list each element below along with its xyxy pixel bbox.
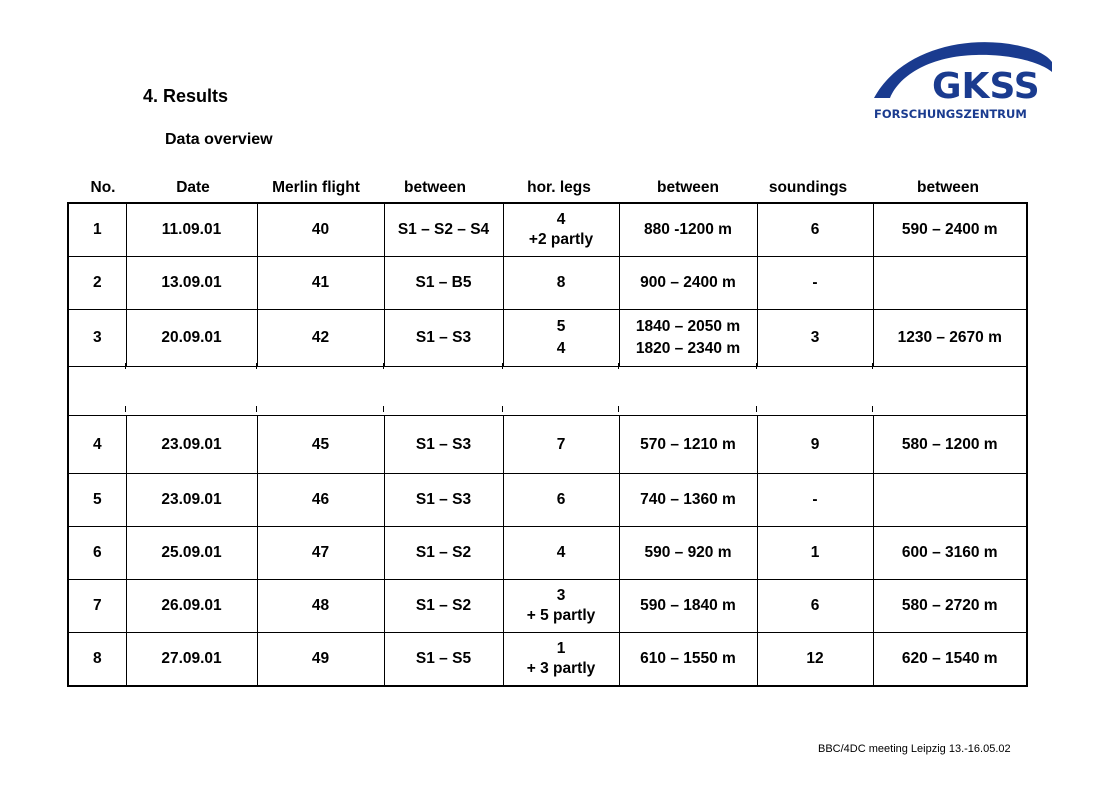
table-row bbox=[68, 633, 1027, 687]
cell-soundings: 1 bbox=[757, 527, 873, 580]
cell-sound-range: 1230 – 2670 m bbox=[873, 310, 1027, 367]
table-row bbox=[68, 527, 1027, 580]
table-row bbox=[68, 580, 1027, 633]
header-no: No. bbox=[90, 179, 116, 196]
cell-route: S1 – S3 bbox=[384, 416, 503, 474]
cell-legs: 3 + 5 partly bbox=[503, 580, 619, 633]
cell-no: 1 bbox=[68, 203, 126, 257]
cell-date: 11.09.01 bbox=[126, 203, 257, 257]
cell-flight: 45 bbox=[257, 416, 384, 474]
gkss-logo bbox=[870, 38, 1054, 122]
cell-sound-range: 620 – 1540 m bbox=[873, 633, 1027, 687]
header-hor-legs: hor. legs bbox=[527, 179, 591, 196]
gap-cell bbox=[68, 367, 1027, 416]
cell-route: S1 – S2 bbox=[384, 580, 503, 633]
cell-legs-range: 590 – 920 m bbox=[619, 527, 757, 580]
cell-soundings: - bbox=[757, 257, 873, 310]
footer-note: BBC/4DC meeting Leipzig 13.-16.05.02 bbox=[818, 743, 1011, 755]
header-between-soundings: between bbox=[916, 179, 980, 196]
cell-date: 20.09.01 bbox=[126, 310, 257, 367]
page-title: 4. Results bbox=[143, 86, 229, 106]
cell-date: 27.09.01 bbox=[126, 633, 257, 687]
cell-legs: 4 bbox=[503, 527, 619, 580]
logo-subtitle: FORSCHUNGSZENTRUM bbox=[874, 107, 1027, 121]
table-gap-row bbox=[68, 367, 1027, 416]
cell-flight: 46 bbox=[257, 474, 384, 527]
cell-flight: 47 bbox=[257, 527, 384, 580]
cell-legs-range: 570 – 1210 m bbox=[619, 416, 757, 474]
cell-legs-range: 610 – 1550 m bbox=[619, 633, 757, 687]
cell-route: S1 – S2 bbox=[384, 527, 503, 580]
cell-date: 13.09.01 bbox=[126, 257, 257, 310]
cell-no: 4 bbox=[68, 416, 126, 474]
cell-sound-range: 580 – 2720 m bbox=[873, 580, 1027, 633]
cell-no: 3 bbox=[68, 310, 126, 367]
cell-legs-range: 1840 – 2050 m 1820 – 2340 m bbox=[619, 310, 757, 367]
cell-legs: 7 bbox=[503, 416, 619, 474]
cell-route: S1 – B5 bbox=[384, 257, 503, 310]
header-soundings: soundings bbox=[768, 179, 848, 196]
cell-legs-range: 900 – 2400 m bbox=[619, 257, 757, 310]
cell-no: 7 bbox=[68, 580, 126, 633]
cell-soundings: 9 bbox=[757, 416, 873, 474]
cell-flight: 49 bbox=[257, 633, 384, 687]
cell-legs: 5 4 bbox=[503, 310, 619, 367]
cell-soundings: - bbox=[757, 474, 873, 527]
header-merlin-flight: Merlin flight bbox=[272, 179, 360, 196]
cell-soundings: 6 bbox=[757, 203, 873, 257]
cell-no: 5 bbox=[68, 474, 126, 527]
cell-soundings: 3 bbox=[757, 310, 873, 367]
cell-legs: 8 bbox=[503, 257, 619, 310]
table-row bbox=[68, 474, 1027, 527]
header-between-legs: between bbox=[656, 179, 720, 196]
cell-route: S1 – S5 bbox=[384, 633, 503, 687]
cell-date: 23.09.01 bbox=[126, 416, 257, 474]
table-row bbox=[68, 257, 1027, 310]
logo-wordmark: GKSS bbox=[932, 66, 1040, 107]
cell-sound-range bbox=[873, 257, 1027, 310]
cell-date: 26.09.01 bbox=[126, 580, 257, 633]
cell-no: 8 bbox=[68, 633, 126, 687]
results-table bbox=[67, 202, 1028, 687]
cell-sound-range: 580 – 1200 m bbox=[873, 416, 1027, 474]
cell-no: 2 bbox=[68, 257, 126, 310]
cell-route: S1 – S2 – S4 bbox=[384, 203, 503, 257]
cell-soundings: 12 bbox=[757, 633, 873, 687]
section-subtitle: Data overview bbox=[165, 131, 273, 148]
cell-flight: 42 bbox=[257, 310, 384, 367]
table-row bbox=[68, 310, 1027, 367]
cell-flight: 41 bbox=[257, 257, 384, 310]
cell-flight: 48 bbox=[257, 580, 384, 633]
cell-legs-range: 740 – 1360 m bbox=[619, 474, 757, 527]
cell-date: 23.09.01 bbox=[126, 474, 257, 527]
table-row bbox=[68, 416, 1027, 474]
cell-sound-range: 600 – 3160 m bbox=[873, 527, 1027, 580]
cell-route: S1 – S3 bbox=[384, 474, 503, 527]
header-between-route: between bbox=[403, 179, 467, 196]
cell-legs: 6 bbox=[503, 474, 619, 527]
cell-route: S1 – S3 bbox=[384, 310, 503, 367]
cell-sound-range: 590 – 2400 m bbox=[873, 203, 1027, 257]
cell-legs-range: 590 – 1840 m bbox=[619, 580, 757, 633]
cell-sound-range bbox=[873, 474, 1027, 527]
cell-legs: 1 + 3 partly bbox=[503, 633, 619, 687]
cell-no: 6 bbox=[68, 527, 126, 580]
cell-flight: 40 bbox=[257, 203, 384, 257]
header-date: Date bbox=[176, 179, 210, 196]
cell-soundings: 6 bbox=[757, 580, 873, 633]
table-row bbox=[68, 203, 1027, 257]
cell-legs-range: 880 -1200 m bbox=[619, 203, 757, 257]
cell-legs: 4 +2 partly bbox=[503, 203, 619, 257]
cell-date: 25.09.01 bbox=[126, 527, 257, 580]
